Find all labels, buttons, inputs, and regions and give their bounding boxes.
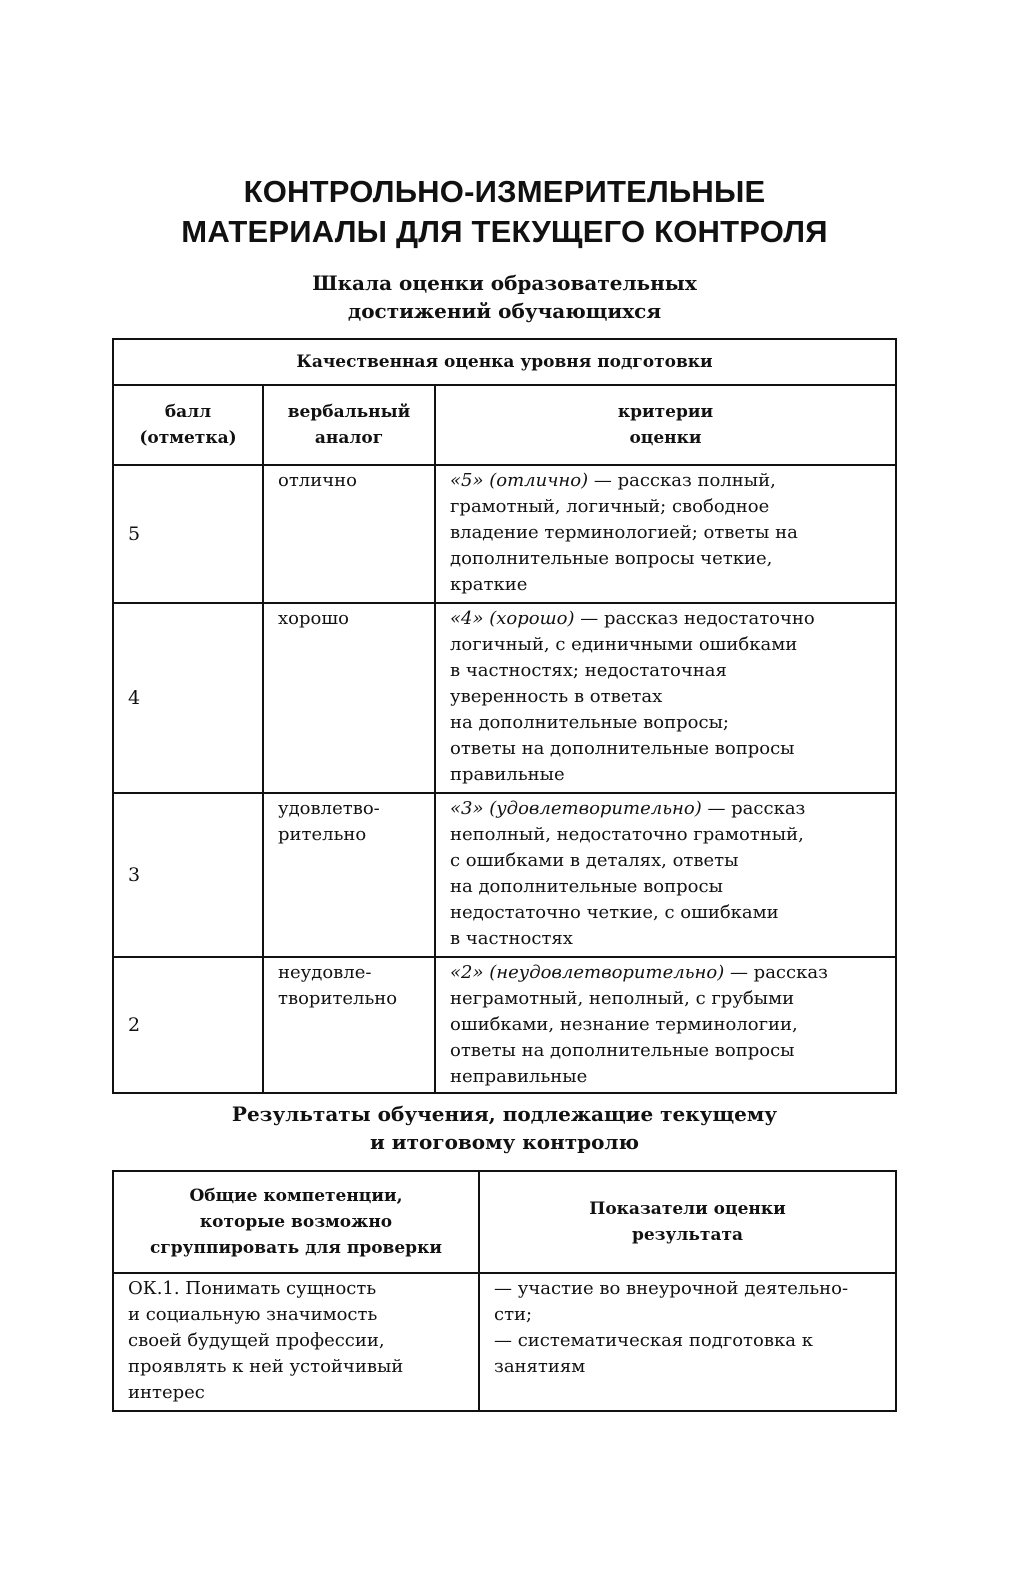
verbal-cell (263, 793, 435, 957)
criteria-line: в частностях (450, 928, 573, 949)
results-section-heading (112, 1100, 897, 1156)
indicator-line: сти; (494, 1304, 533, 1325)
criteria-text: — рассказ (701, 798, 806, 819)
table-header-row (113, 385, 896, 465)
criteria-text: — рассказ полный, (588, 470, 776, 491)
criteria-line: неполный, недостаточно грамотный, (450, 824, 804, 845)
criteria-line: дополнительные вопросы четкие, (450, 548, 773, 569)
score-cell: 5 (113, 465, 263, 603)
criteria-line: владение терминологией; ответы на (450, 522, 798, 543)
header-criteria-line-1: критерии (617, 402, 714, 422)
table-row (113, 793, 896, 957)
grade-word: (отлично) (489, 470, 589, 491)
criteria-cell (435, 793, 896, 957)
grade-word: (неудовлетворительно) (489, 962, 725, 983)
table-row (113, 465, 896, 603)
criteria-line: ошибками, незнание терминологии, (450, 1014, 798, 1035)
indicator-line: — систематическая подготовка к (494, 1330, 813, 1351)
header-verbal-line-2: аналог (314, 428, 384, 448)
table-caption: Качественная оценка уровня подготовки (113, 339, 896, 385)
criteria-line: с ошибками в деталях, ответы (450, 850, 739, 871)
competence-cell (113, 1273, 479, 1411)
criteria-line (450, 960, 889, 986)
header-indicators-line-1: Показатели оценки (589, 1199, 786, 1219)
criteria-line: неправильные (450, 1066, 588, 1087)
criteria-line (450, 796, 889, 822)
verbal-line: неудовле- (278, 962, 372, 983)
table-header-row (113, 1171, 896, 1273)
criteria-line: на дополнительные вопросы; (450, 712, 729, 733)
page-title-line-2: МАТЕРИАЛЫ ДЛЯ ТЕКУЩЕГО КОНТРОЛЯ (181, 214, 828, 249)
competence-line: ОК.1. Понимать сущность (128, 1278, 377, 1299)
table-row (113, 957, 896, 1093)
verbal-line: хорошо (278, 608, 349, 629)
criteria-line: в частностях; недостаточная (450, 660, 727, 681)
verbal-line: творительно (278, 988, 398, 1009)
competence-line: проявлять к ней устойчивый (128, 1356, 404, 1377)
criteria-line: ответы на дополнительные вопросы (450, 1040, 795, 1061)
competence-line: интерес (128, 1382, 205, 1403)
indicator-line: занятиям (494, 1356, 586, 1377)
verbal-line: рительно (278, 824, 367, 845)
grade-label: «4» (450, 608, 484, 629)
header-verbal-line-1: вербальный (287, 402, 411, 422)
grade-label: «2» (450, 962, 484, 983)
page-title-line-1: КОНТРОЛЬНО-ИЗМЕРИТЕЛЬНЫЕ (243, 174, 766, 209)
indicator-line: — участие во внеурочной деятельно- (494, 1278, 849, 1299)
header-competencies (113, 1171, 479, 1273)
verbal-cell (263, 957, 435, 1093)
verbal-line: отлично (278, 470, 357, 491)
table-row (113, 603, 896, 793)
header-competencies-line-2: которые возможно (199, 1212, 393, 1232)
competence-line: и социальную значимость (128, 1304, 378, 1325)
results-heading-line-1: Результаты обучения, подлежащие текущему (231, 1102, 778, 1126)
scale-heading-line-1: Шкала оценки образовательных (312, 271, 697, 295)
competence-line: своей будущей профессии, (128, 1330, 385, 1351)
criteria-cell (435, 957, 896, 1093)
criteria-line: недостаточно четкие, с ошибками (450, 902, 779, 923)
criteria-line: на дополнительные вопросы (450, 876, 723, 897)
page-title (100, 172, 909, 252)
indicator-cell (479, 1273, 896, 1411)
scale-section-heading (112, 269, 897, 325)
header-criteria (435, 385, 896, 465)
criteria-line: правильные (450, 764, 565, 785)
grade-word: (хорошо) (489, 608, 575, 629)
table-row (113, 1273, 896, 1411)
criteria-line: грамотный, логичный; свободное (450, 496, 770, 517)
verbal-line: удовлетво- (278, 798, 380, 819)
header-score (113, 385, 263, 465)
criteria-line: неграмотный, неполный, с грубыми (450, 988, 795, 1009)
criteria-line: логичный, с единичными ошибками (450, 634, 798, 655)
score-cell: 2 (113, 957, 263, 1093)
score-cell: 3 (113, 793, 263, 957)
header-score-line-1: балл (164, 402, 212, 422)
verbal-cell (263, 603, 435, 793)
header-criteria-line-2: оценки (629, 428, 702, 448)
criteria-line: ответы на дополнительные вопросы (450, 738, 795, 759)
criteria-text: — рассказ (724, 962, 828, 983)
results-heading-line-2: и итоговому контролю (369, 1130, 640, 1154)
grade-label: «5» (450, 470, 484, 491)
criteria-line: уверенность в ответах (450, 686, 663, 707)
header-verbal (263, 385, 435, 465)
grade-label: «3» (450, 798, 484, 819)
header-competencies-line-3: сгруппировать для проверки (150, 1238, 442, 1258)
header-score-line-2: (отметка) (139, 428, 237, 448)
criteria-line: краткие (450, 574, 528, 595)
header-competencies-line-1: Общие компетенции, (189, 1186, 403, 1206)
criteria-cell (435, 603, 896, 793)
score-cell: 4 (113, 603, 263, 793)
criteria-line (450, 468, 889, 494)
criteria-line (450, 606, 889, 632)
header-indicators-line-2: результата (631, 1225, 744, 1245)
grade-word: (удовлетворительно) (489, 798, 702, 819)
criteria-text: — рассказ недостаточно (574, 608, 815, 629)
criteria-cell (435, 465, 896, 603)
grading-scale-table (112, 338, 897, 1094)
learning-results-table (112, 1170, 897, 1412)
table-caption-row (113, 339, 896, 385)
verbal-cell (263, 465, 435, 603)
scale-heading-line-2: достижений обучающихся (347, 299, 662, 323)
header-indicators (479, 1171, 896, 1273)
